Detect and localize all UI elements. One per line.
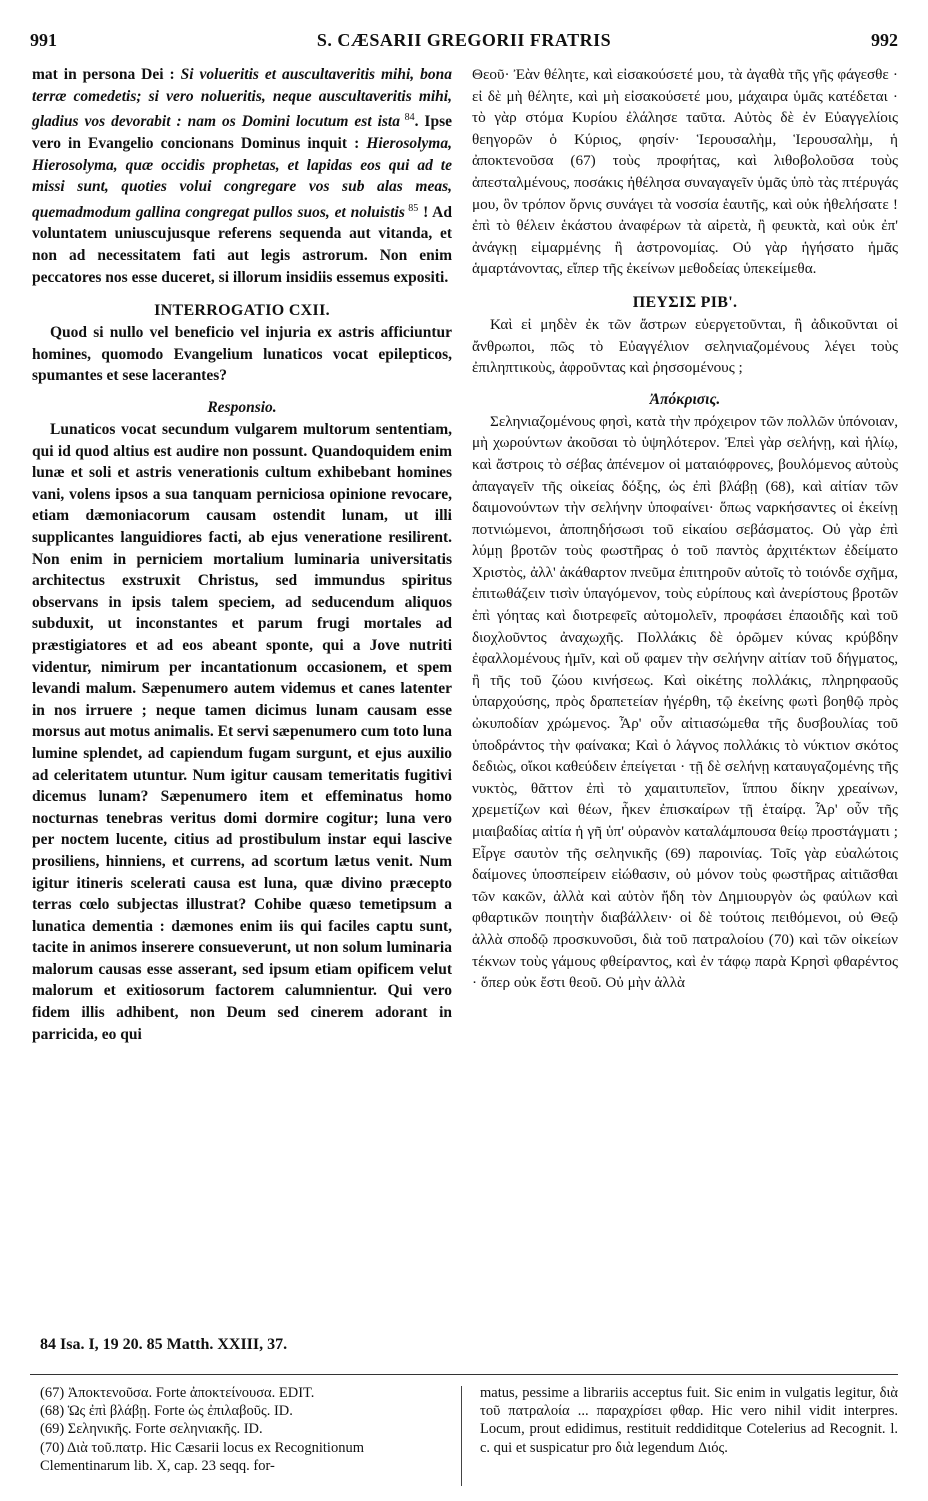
greek-response-heading: Ἀπόκρισις. — [649, 390, 721, 408]
greek-column — [472, 64, 898, 994]
latin-column — [32, 64, 452, 1045]
greek-response: Σεληνιαζομένους φησὶ, κατὰ τὴν πρόχειρον τῶν πολλῶν ὑπόνοιαν, μὴ χωρούντων ἀκοῦσαι τὸ ὑψηλότερον. Ἐπεὶ γὰρ σελήνῃ, καὶ ἡλίῳ, καὶ ἄστροις τὸ σέβας ἀπένεμον οἱ ματαιόφρονες, βουλόμενος αὐτοὺς ἀπαγαγεῖν τῆς οἰκείας δόξης, ὡς ἐπὶ βλάβῃ (68), καὶ αἰτίαν τῶν δαιμονούντων τὴν σελήνην ὑποφαίνει· ὅπως ναρκήσαντες οἱ ἐκείνῃ ποτνιώμενοι, ἀποπηδήσωσι τοῦ εἰκαίου σεβάσματος. Οὐ γὰρ ἐπὶ λύμῃ βροτῶν τοὺς φωστῆρας ὁ τοῦ παντὸς ἀρχιτέκτων ἐδείματο Χριστὸς, ἀλλ' ἀκάθαρτον πνεῦμα ἐπιτηροῦν αὐτοῖς τὸ τοιόνδε σχῆμα, ἐπιτωθάζειν τισὶν ὑπαγόμενον, τοὺς εὐρίπους καὶ ἀνερίστους βροτῶν ἐπὶ γόητας καὶ διοτρεφεῖς αὐτομολεῖν, προφάσει ἐπαοιδῆς καὶ τοῦ διοχλοῦντος ἀναχωχῆς. Πολλάκις δὲ ὁρῶμεν κύνας κρύβδην ἐφαλλομένους ἡμῖν, καὶ οὔ φαμεν τὴν σελήνην αἰτίαν τοῦ δήγματος, ἢ τῆς τοῦ ζώου κινήσεως. Καὶ οἰκέτης πολλάκις, πληρηφαοῦς ὑπαρχούσης, πρὸς δραπετείαν ἠγέρθη, τῷ ἐκείνης φωτὶ βοηθῷ πρὸς ὠκυποδίαν χρώμενος. Ἆρ' οὖν αἰτιασώμεθα τῆς δυσβουλίας τοῦ ὑποδράντος τὴν φαίνακα; Καὶ ὁ λάγνος πολλάκις τὸ νύκτιον σκότος δεδιὼς, οἴκοι καθεύδειν ἐπείγεται · τῇ δὲ σελήνῃ καταυγαζομένης τῆς νυκτὸς, θᾶττον ἐπὶ τὸ χαμαιτυπεῖον, ἵππου δίκην χρεαίνων, χρεμετίζων καὶ θέων, ἧκεν ἐπισκαίρων τῇ ἑταίρᾳ. Ἆρ' οὖν τῆς μιαιβαδίας αἰτία ἡ γῆ ὑπ' οὐρανὸν καταλάμπουσα θείῳ προστάγματι ; Εἶργε σαυτὸν τῆς σεληνικῆς (69) παροινίας. Τοῖς γὰρ εὐαλώτοις δαίμονες ὑποσπείρειν εἰώθασιν, οὐ μόνον τοὺς φωστῆρας αἰτιᾶσθαι τῶν κακῶν, ἀλλὰ καὶ αὐτὸν ἤδη τὸν Δημιουργὸν ὡς φαύλων καὶ φθαρτικῶν ποιητὴν διαβάλλειν· οἱ δὲ τούτοις πειθόμενοι, οὐ Θεῷ ἀλλὰ σποδῷ προσκυνοῦσι, διὰ τοῦ πατραλοίου (70) καὶ τῶν οἰκείων τέκνων τοὺς γάμους φθείραντος, καὶ ἐν τάφῳ παρὰ Κρησὶ φθαρέντος · ὅπερ οὐκ ἔστι θεοῦ. Οὐ μὴν ἀλλὰ — [472, 412, 898, 992]
editorial-notes-right: matus, pessime a librariis acceptus fuit. Sic enim in vulgatis legitur, διὰ τοῦ πατραλοία ... παραχρίσει φθαρ. Hic vero nihil vidit interpres. Locum, prout edidimus, restituit reddiditque Cotelerius ad Recognit. l. c. qui et suspicatur pro διὰ legendum Διός. — [480, 1385, 898, 1456]
latin-question: Quod si nullo vel beneficio vel injuria ex astris afficiuntur homines, quomodo Evangelium lunaticos vocat epilepticos, spumantes et sese lacerantes? — [32, 324, 452, 385]
scripture-footnotes: 84 Isa. I, 19 20. 85 Matth. XXIII, 37. — [40, 1336, 288, 1353]
latin-response-heading: Responsio. — [207, 399, 277, 417]
notes-column-divider — [461, 1386, 462, 1486]
latin-paragraph-1 — [32, 64, 452, 288]
latin-p1-intro: mat in persona Dei : — [32, 66, 181, 83]
running-head: S. CÆSARII GREGORII FRATRIS — [316, 30, 612, 50]
note-70: (70) Διὰ τοῦ.πατρ. Hic Cæsarii locus ex Recognitionum Clementinarum lib. X, cap. 23 seqq. for- — [40, 1439, 364, 1474]
footnote-ref-84: 84 — [400, 112, 415, 124]
note-68: (68) Ὡς ἐπὶ βλάβῃ. Forte ὡς ἐπιλαβοῦς. ID. — [40, 1403, 293, 1420]
notes-divider — [30, 1374, 898, 1375]
latin-response: Lunaticos vocat secundum vulgarem multorum sententiam, qui id quod altius est audire non possunt. Quandoquidem enim lunæ et soli et astris venerationis cultum exhibebant homines vani, volens ipsos a sua tanquam perniciosa opinione revocare, etiam dæmoniacorum causam ostendit lunam, ut illi supplicantes languidiores facti, ab ejus veneratione resilirent. Non enim in perniciem mortalium luminaria universitatis architectus exstruxit Christus, sed immundus spiritus observans in ipsis talem speciem, ad seducendum aliquos subduxit, ut inconstantes et parum frugi mortales ad præstigiatores et ad eos abeant sponte, qui a Jove nutriti videntur, nimirum per incantationum occasionem, et spem levandi malum. Sæpenumero autem videmus et canes latenter in nos irruere ; neque tamen dicimus lunam causam esse morsus aut motus animalis. Et servi sæpenumero cum toto luna lumine splendet, ad capiendum fugam surgunt, et ejus auxilio ad celeritatem utuntur. Num igitur causam temeritatis fugitivi dicemus lunam? Sæpenumero item et effeminatus homo nocturnas tenebras veritus domi dormire cogitur; luna vero per noctem lucente, citius ad prostibulum instar equi lascive prosiliens, hinniens, et currens, ad scortum lætus venit. Num igitur itineris scelerati causa est luna, quæ divino præcepto terras cœlo subjectas illustrat? Cohibe quæso temetipsum a lunatica dementia : dæmones enim iis qui faciles captu sunt, tacite in animos inserere consueverunt, ut non solum luminaria malorum causas esse asserant, sed ipsum etiam opificem velut malorum et exitiosorum factorem calumnientur. Qui vero fidem illis adhibent, non Deum sed cinerem adorant in parricida, eo qui — [32, 421, 452, 1043]
latin-question-heading: INTERROGATIO CXII. — [154, 302, 330, 320]
page-header — [30, 30, 898, 64]
footnote-ref-85: 85 — [404, 202, 419, 214]
latin-p1-mid: . Ipse vero in Evangelio concionans Dominus inquit : — [32, 113, 452, 152]
latin-p1-quote: Si volueritis et auscultaveritis mihi, bona terræ comedetis; si vero nolueritis, neque auscultaveritis mihi, gladius vos devorabit : nam os Domini locutum est ista — [32, 66, 452, 131]
page-number-right: 992 — [871, 30, 898, 50]
latin-p1-quote2: Hierosolyma, Hierosolyma, quæ occidis prophetas, et lapidas eos qui ad te missi sunt, quoties volui congregare vos sub alas meas, quemadmodum gallina congregat pullos suos, et noluistis — [32, 134, 452, 221]
greek-paragraph-1: Θεοῦ· Ἐὰν θέλητε, καὶ εἰσακούσετέ μου, τὰ ἀγαθὰ τῆς γῆς φάγεσθε · εἰ δὲ μὴ θέλητε, καὶ μὴ εἰσακούσετέ μου, μάχαιρα ὑμᾶς κατέδεται · τὸ γὰρ στόμα Κυρίου ἐλάλησε ταῦτα. Αὐτὸς δὲ ἐν Εὐαγγελίοις θεηγορῶν ὁ Κύριος, φησίν· Ἱερουσαλὴμ, Ἱερουσαλὴμ, ἡ ἀποκτενοῦσα (67) τοὺς προφήτας, καὶ λιθοβολοῦσα τοὺς ἀπεσταλμένους, ποσάκις ἠθέλησα συναγαγεῖν ὑμᾶς ὑπὸ τὰς πτέρυγάς μου, ὃν τρόπον ὄρνις συνάγει τὰ νοσσία ἑαυτῆς, καὶ οὐκ ἠθελήσατε ! ἐπὶ τὸ θέλειν ἑκάστου ἀναφέρων τὰ αἱρετὰ, ἢ φευκτὰ, καὶ οὐκ ἐπ' ἀνάγκῃ εἱμαρμένης ἢ ἀστρονομίας. Οὐ γὰρ ἡγήσατο ἡμᾶς ἁμαρτάνοντας, εἴπερ τῆς ἐκείνων μεθοδείας ὑπεκείμεθα. — [472, 66, 898, 278]
note-69: (69) Σεληνικῆς. Forte σεληνιακῆς. ID. — [40, 1421, 263, 1438]
editorial-notes-left — [40, 1384, 450, 1475]
latin-p1-end: ! Ad voluntatem uniuscujusque referens sequenda aut vitanda, et non ad necessitatem fati aut legis astrorum. Non enim peccatores nos esse duceret, si illorum insidiis essemus expositi. — [32, 203, 452, 286]
greek-question: Καὶ εἰ μηδὲν ἐκ τῶν ἄστρων εὐεργετοῦνται, ἢ ἀδικοῦνται οἱ ἄνθρωποι, πῶς τὸ Εὐαγγέλιον σεληνιαζομένους λέγει τοὺς ἐπιληπτικοὺς, ἀφροῦντας καὶ ῥησσομένους ; — [472, 315, 898, 377]
page-number-left: 991 — [30, 30, 57, 50]
greek-question-heading: ΠΕΥΣΙΣ ΡΙΒ'. — [632, 293, 738, 311]
note-67: (67) Ἀποκτενοῦσα. Forte ἀποκτείνουσα. EDIT. — [40, 1385, 315, 1401]
